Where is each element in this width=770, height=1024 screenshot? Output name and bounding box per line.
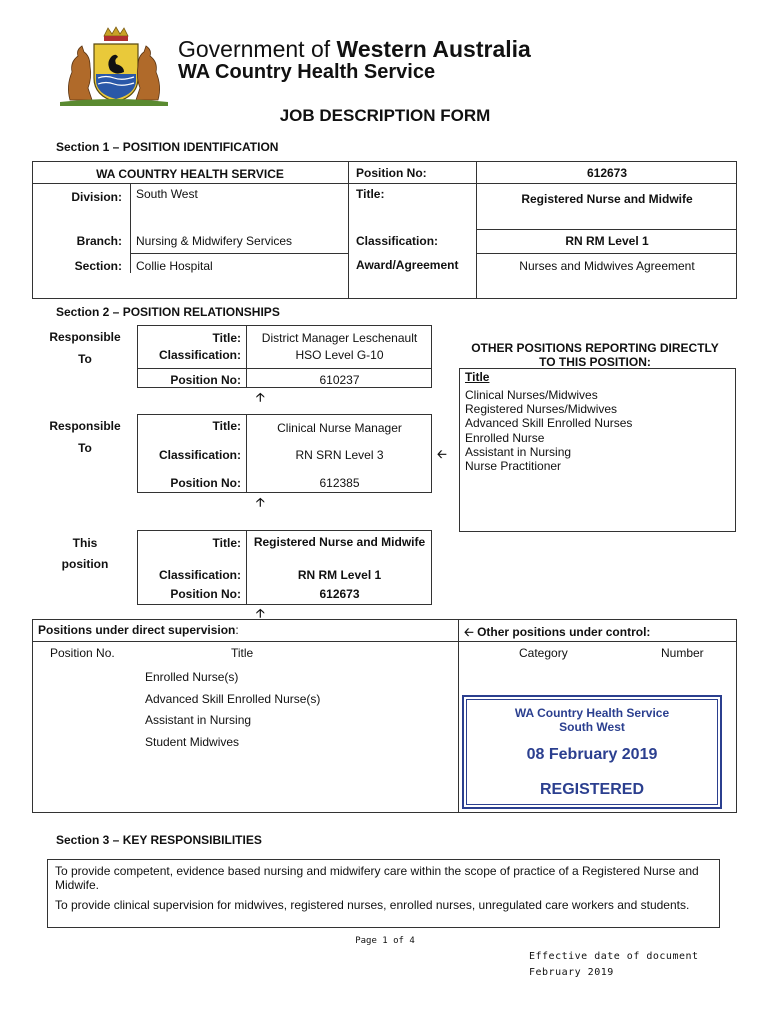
position-identification-table <box>32 161 737 299</box>
award-value: Nurses and Midwives Agreement <box>519 259 695 273</box>
this-position-pos-label: Position No: <box>170 587 241 601</box>
responsible1-title-label: Title: <box>212 331 241 345</box>
list-item: Assistant in Nursing <box>465 444 572 459</box>
section-label: Section: <box>74 259 122 273</box>
classification-value: RN RM Level 1 <box>565 234 649 248</box>
responsible1-classification: HSO Level G-10 <box>295 348 384 362</box>
this-position-classification: RN RM Level 1 <box>297 568 382 582</box>
responsible1-label: Responsible <box>49 330 121 344</box>
stamp-line2: South West <box>559 720 625 734</box>
responsibility-1: To provide competent, evidence based nursing and midwifery care within the scope of practice of a Registered Nurse and Midwife. <box>55 864 699 892</box>
branch-value: Nursing & Midwifery Services <box>136 234 293 248</box>
section2-heading: Section 2 – POSITION RELATIONSHIPS <box>56 305 280 319</box>
position-no-column-header: Position No. <box>50 646 115 660</box>
other-reporting-title-col: Title <box>465 370 490 384</box>
this-position-label-2: position <box>61 557 109 571</box>
list-item: Enrolled Nurse <box>465 430 545 445</box>
arrow-up-icon: 🡡 <box>256 495 265 509</box>
other-control-heading: 🡠 Other positions under control: <box>464 625 651 639</box>
responsible2-to-label: To <box>78 441 92 455</box>
this-position-title-label: Title: <box>212 536 241 550</box>
responsible1-to-label: To <box>78 352 92 366</box>
position-no-value: 612673 <box>586 166 628 180</box>
health-service-heading: WA Country Health Service <box>178 61 436 83</box>
responsible2-class-label: Classification: <box>158 448 241 462</box>
list-item: Advanced Skill Enrolled Nurses <box>465 416 633 431</box>
form-title: JOB DESCRIPTION FORM <box>279 106 491 125</box>
arrow-left-icon: 🡠 <box>464 625 478 639</box>
effective-date-label: Effective date of document <box>529 951 699 962</box>
list-item: Registered Nurses/Midwives <box>465 402 618 417</box>
award-label: Award/Agreement <box>356 258 459 272</box>
government-heading <box>178 36 531 63</box>
classification-label: Classification: <box>356 234 439 248</box>
responsible2-classification: RN SRN Level 3 <box>295 448 384 462</box>
supervision-list <box>145 667 320 753</box>
stamp-date: 08 February 2019 <box>526 746 658 763</box>
direct-supervision-heading: Positions under direct supervision: <box>38 623 239 637</box>
government-of-text: Government of <box>178 36 331 62</box>
registered-stamp <box>462 695 722 809</box>
responsible2-pos-label: Position No: <box>170 476 241 490</box>
this-position-title: Registered Nurse and Midwife <box>253 535 426 549</box>
responsible2-title: Clinical Nurse Manager <box>277 421 402 435</box>
category-column-header: Category <box>519 646 568 660</box>
division-value: South West <box>136 187 198 201</box>
title-label: Title: <box>356 187 385 201</box>
position-no-label: Position No: <box>356 166 427 180</box>
section3-heading: Section 3 – KEY RESPONSIBILITIES <box>56 833 262 847</box>
arrow-up-icon: 🡡 <box>256 606 265 620</box>
responsible1-title: District Manager Leschenault <box>261 331 418 345</box>
responsible1-class-label: Classification: <box>158 348 241 362</box>
division-label: Division: <box>71 190 122 204</box>
responsible2-label: Responsible <box>49 419 121 433</box>
responsible1-position-no: 610237 <box>319 373 360 387</box>
list-item: Clinical Nurses/Midwives <box>465 388 598 402</box>
section-value: Collie Hospital <box>136 259 213 273</box>
list-item: Advanced Skill Enrolled Nurse(s) <box>145 691 321 706</box>
arrow-left-icon: 🡠 <box>437 447 447 461</box>
list-item: Enrolled Nurse(s) <box>145 670 239 684</box>
title-column-header: Title <box>231 646 254 660</box>
effective-date-value: February 2019 <box>529 967 614 978</box>
list-item: Assistant in Nursing <box>145 713 252 727</box>
western-australia-text: Western Australia <box>336 36 531 62</box>
other-reporting-heading: OTHER POSITIONS REPORTING DIRECTLY TO THIS POSITION: <box>471 341 719 369</box>
responsible2-title-label: Title: <box>212 419 241 433</box>
wa-coat-of-arms-logo <box>56 26 172 106</box>
service-name: WA COUNTRY HEALTH SERVICE <box>96 167 284 181</box>
section1-heading: Section 1 – POSITION IDENTIFICATION <box>56 140 279 154</box>
responsible1-pos-label: Position No: <box>170 373 241 387</box>
stamp-status: REGISTERED <box>539 781 644 798</box>
list-item: Nurse Practitioner <box>465 459 562 474</box>
title-value: Registered Nurse and Midwife <box>521 192 693 206</box>
other-reporting-list <box>465 388 632 473</box>
this-position-position-no: 612673 <box>319 587 360 601</box>
this-position-label: This <box>72 536 98 550</box>
responsible2-position-no: 612385 <box>319 476 360 490</box>
responsibility-2: To provide clinical supervision for midwives, registered nurses, enrolled nurses, unregulated care workers and students. <box>55 898 690 912</box>
arrow-up-icon: 🡡 <box>256 390 265 404</box>
list-item: Student Midwives <box>145 734 240 749</box>
branch-label: Branch: <box>76 234 122 248</box>
this-position-class-label: Classification: <box>158 568 241 582</box>
page-number: Page 1 of 4 <box>355 936 415 946</box>
number-column-header: Number <box>661 646 704 660</box>
stamp-line1: WA Country Health Service <box>514 706 670 720</box>
